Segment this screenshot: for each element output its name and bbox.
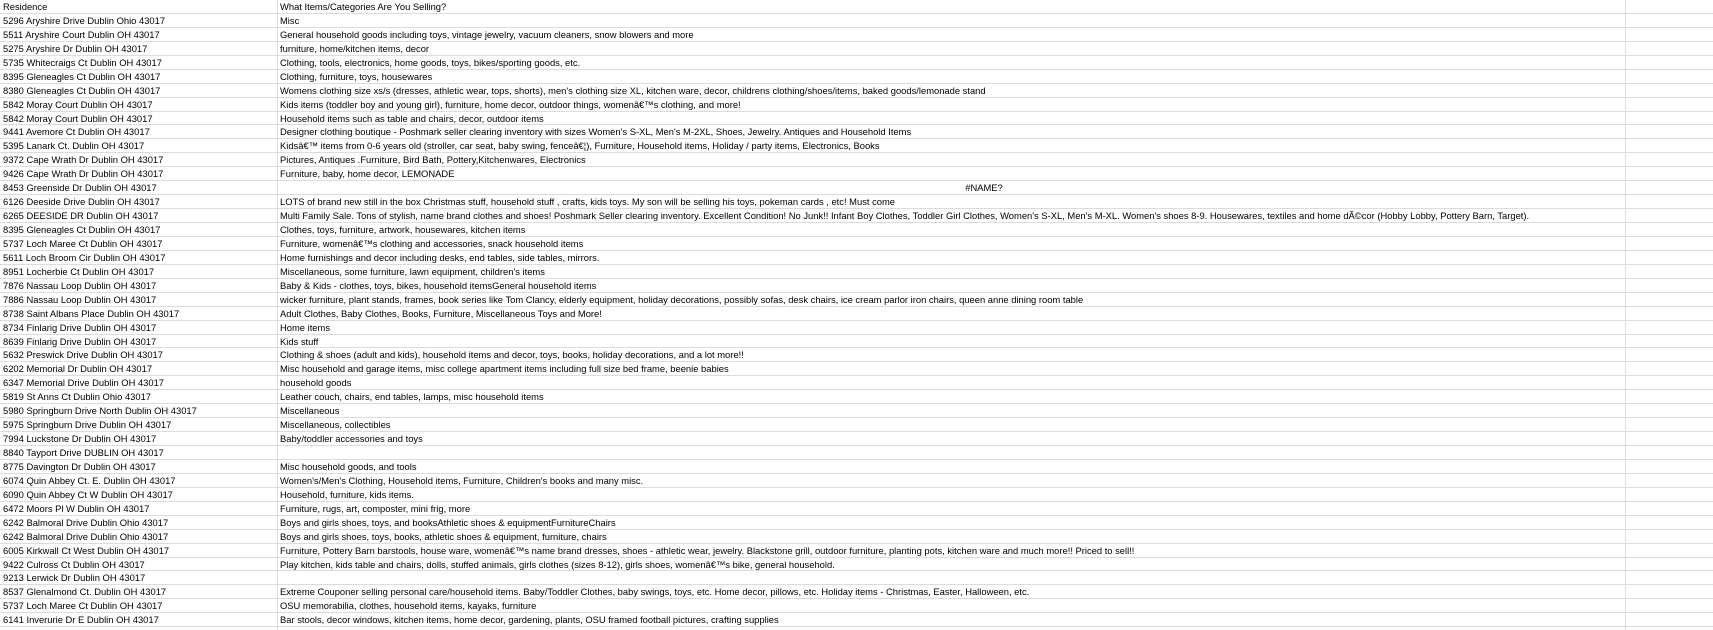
residence-cell[interactable]: 8639 Finlarig Drive Dublin OH 43017 — [3, 335, 157, 347]
items-cell[interactable]: Designer clothing boutique - Poshmark seller clearing inventory with sizes Women's S-XL, Men's M-2XL, Shoes, Jewelry. Antiques and Household Items — [280, 126, 912, 138]
table-row — [0, 14, 1713, 28]
items-cell[interactable]: Miscellaneous — [280, 405, 340, 417]
table-row — [0, 474, 1713, 488]
table-row — [0, 376, 1713, 390]
residence-cell[interactable]: 8453 Greenside Dr Dublin OH 43017 — [3, 182, 157, 194]
items-cell[interactable]: Household, furniture, kids items. — [280, 488, 414, 500]
items-cell[interactable]: Play kitchen, kids table and chairs, dolls, stuffed animals, girls clothes (sizes 8-12), girls shoes, womenâ€™s bike, general household. — [280, 558, 835, 570]
table-row — [0, 251, 1713, 265]
residence-cell[interactable]: 8775 Davington Dr Dublin OH 43017 — [3, 460, 156, 472]
items-cell[interactable]: Furniture, womenâ€™s clothing and accessories, snack household items — [280, 237, 584, 249]
table-row — [0, 195, 1713, 209]
table-row — [0, 585, 1713, 599]
residence-cell[interactable]: 6005 Kirkwall Ct West Dublin OH 43017 — [3, 544, 170, 556]
items-cell[interactable]: Baby/toddler accessories and toys — [280, 433, 423, 445]
residence-cell[interactable]: 5632 Preswick Drive Dublin OH 43017 — [3, 349, 163, 361]
table-row — [0, 167, 1713, 181]
residence-cell[interactable]: 6141 Inverurie Dr E Dublin OH 43017 — [3, 614, 159, 626]
items-cell[interactable]: Boys and girls shoes, toys, and booksAthletic shoes & equipmentFurnitureChairs — [280, 516, 616, 528]
residence-cell[interactable]: 5511 Aryshire Court Dublin OH 43017 — [3, 28, 160, 40]
table-row — [0, 265, 1713, 279]
header-cell-residence[interactable]: Residence — [3, 1, 48, 12]
table-row — [0, 348, 1713, 362]
table-row — [0, 502, 1713, 516]
table-row — [0, 390, 1713, 404]
header-row — [0, 0, 1713, 14]
items-cell[interactable]: LOTS of brand new still in the box Christmas stuff, household stuff , crafts, kids toys. My son will be selling his toys, pokeman cards , etc! Must come — [280, 196, 896, 208]
residence-cell[interactable]: 5975 Springburn Drive Dublin OH 43017 — [3, 419, 172, 431]
table-row — [0, 223, 1713, 237]
table-row — [0, 42, 1713, 56]
residence-cell[interactable]: 5819 St Anns Ct Dublin Ohio 43017 — [3, 391, 152, 403]
residence-cell[interactable]: 7876 Nassau Loop Dublin OH 43017 — [3, 279, 157, 291]
table-row — [0, 571, 1713, 585]
residence-cell[interactable]: 7886 Nassau Loop Dublin OH 43017 — [3, 293, 157, 305]
table-row — [0, 112, 1713, 126]
table-row — [0, 432, 1713, 446]
residence-cell[interactable]: 8395 Gleneagles Ct Dublin OH 43017 — [3, 224, 161, 235]
table-row — [0, 613, 1713, 627]
residence-cell[interactable]: 8840 Tayport Drive DUBLIN OH 43017 — [3, 447, 164, 458]
residence-cell[interactable]: 6090 Quin Abbey Ct W Dublin OH 43017 — [3, 488, 173, 500]
residence-cell[interactable]: 8734 Finlarig Drive Dublin OH 43017 — [3, 321, 157, 333]
items-cell[interactable]: Clothes, toys, furniture, artwork, housewares, kitchen items — [280, 224, 526, 235]
items-cell[interactable]: Furniture, rugs, art, composter, mini frig, more — [280, 502, 471, 514]
residence-cell[interactable]: 6126 Deeside Drive Dublin OH 43017 — [3, 196, 160, 208]
residence-cell[interactable]: 5737 Loch Maree Ct Dublin OH 43017 — [3, 237, 163, 249]
residence-cell[interactable]: 8951 Locherbie Ct Dublin OH 43017 — [3, 265, 155, 277]
residence-cell[interactable]: 5735 Whitecraigs Ct Dublin OH 43017 — [3, 56, 162, 68]
items-cell[interactable]: Home items — [280, 321, 331, 333]
items-cell[interactable]: Miscellaneous, collectibles — [280, 419, 391, 431]
items-cell[interactable]: Leather couch, chairs, end tables, lamps, misc household items — [280, 391, 544, 403]
residence-cell[interactable]: 5842 Moray Court Dublin OH 43017 — [3, 112, 153, 124]
table-row — [0, 446, 1713, 460]
items-cell[interactable]: Furniture, baby, home decor, LEMONADE — [280, 168, 455, 180]
residence-cell[interactable]: 6242 Balmoral Drive Dublin Ohio 43017 — [3, 516, 169, 528]
items-cell[interactable]: Miscellaneous, some furniture, lawn equipment, children's items — [280, 265, 545, 277]
residence-cell[interactable]: 6202 Memorial Dr Dublin OH 43017 — [3, 363, 153, 375]
table-row — [0, 544, 1713, 558]
residence-cell[interactable]: 5395 Lanark Ct. Dublin OH 43017 — [3, 140, 145, 152]
residence-cell[interactable]: 7994 Luckstone Dr Dublin OH 43017 — [3, 433, 157, 445]
table-row — [0, 530, 1713, 544]
table-row — [0, 516, 1713, 530]
residence-cell[interactable]: 5296 Aryshire Drive Dublin Ohio 43017 — [3, 14, 166, 26]
residence-cell[interactable]: 5980 Springburn Drive North Dublin OH 43017 — [3, 405, 197, 417]
table-row — [0, 56, 1713, 70]
table-row — [0, 84, 1713, 98]
items-cell[interactable]: Extreme Couponer selling personal care/household items. Baby/Toddler Clothes, baby swings, toys, etc. Home decor, pillows, etc. Holiday items - Christmas, Easter, Halloween, etc. — [280, 586, 1030, 598]
table-row — [0, 362, 1713, 376]
residence-cell[interactable]: 6347 Memorial Drive Dublin OH 43017 — [3, 377, 165, 389]
table-row — [0, 321, 1713, 335]
residence-cell[interactable]: 5737 Loch Maree Ct Dublin OH 43017 — [3, 600, 163, 612]
residence-cell[interactable]: 8537 Glenalmond Ct. Dublin OH 43017 — [3, 586, 167, 598]
items-cell[interactable] — [280, 571, 1680, 584]
table-row — [0, 558, 1713, 572]
table-row — [0, 279, 1713, 293]
table-row — [0, 98, 1713, 112]
table-row — [0, 139, 1713, 153]
table-row — [0, 153, 1713, 167]
residence-cell[interactable]: 5842 Moray Court Dublin OH 43017 — [3, 98, 153, 110]
items-cell[interactable]: Clothing & shoes (adult and kids), household items and decor, toys, books, holiday decorations, and a lot more!! — [280, 349, 744, 361]
residence-cell[interactable]: 6242 Balmoral Drive Dublin Ohio 43017 — [3, 530, 169, 542]
data-rows — [0, 14, 1713, 627]
residence-cell[interactable]: 9422 Culross Ct Dublin OH 43017 — [3, 558, 145, 570]
items-cell[interactable]: household goods — [280, 377, 352, 389]
residence-cell[interactable]: 9213 Lerwick Dr Dublin OH 43017 — [3, 572, 146, 584]
residence-cell[interactable]: 6074 Quin Abbey Ct. E. Dublin OH 43017 — [3, 474, 176, 486]
table-row — [0, 599, 1713, 613]
table-row — [0, 307, 1713, 321]
table-row — [0, 28, 1713, 42]
table-row — [0, 293, 1713, 307]
residence-cell[interactable]: 9372 Cape Wrath Dr Dublin OH 43017 — [3, 154, 164, 166]
items-cell[interactable]: Misc household goods, and tools — [280, 460, 417, 472]
table-row — [0, 70, 1713, 84]
residence-cell[interactable]: 6472 Moors Pl W Dublin OH 43017 — [3, 502, 150, 514]
error-cell[interactable]: #NAME? — [965, 182, 1003, 194]
items-cell[interactable]: furniture, home/kitchen items, decor — [280, 42, 430, 54]
residence-cell[interactable]: 8395 Gleneagles Ct Dublin OH 43017 — [3, 70, 161, 82]
residence-cell[interactable]: 5611 Loch Broom Cir Dublin OH 43017 — [3, 251, 166, 263]
residence-cell[interactable]: 8738 Saint Albans Place Dublin OH 43017 — [3, 307, 180, 319]
items-cell[interactable]: Bar stools, decor windows, kitchen items, home decor, gardening, plants, OSU framed football pictures, crafting supplies — [280, 614, 779, 626]
table-row — [0, 418, 1713, 432]
header-cell-items[interactable]: What Items/Categories Are You Selling? — [280, 1, 447, 12]
residence-cell[interactable]: 9426 Cape Wrath Dr Dublin OH 43017 — [3, 168, 164, 180]
table-row — [0, 125, 1713, 139]
items-cell[interactable]: Womens clothing size xs/s (dresses, athletic wear, tops, shorts), men's clothing size XL, kitchen ware, decor, childrens clothing/shoes/items, baked goods/lemonade stand — [280, 84, 986, 96]
items-cell[interactable]: OSU memorabilia, clothes, household items, kayaks, furniture — [280, 600, 537, 612]
table-row — [0, 335, 1713, 349]
items-cell[interactable]: Furniture, Pottery Barn barstools, house ware, womenâ€™s name brand dresses, shoes - athletic wear, jewelry. Blackstone grill, outdoor furniture, planting pots, kitchen ware and much more!! Priced to sell!! — [280, 544, 1135, 556]
items-cell[interactable]: Misc household and garage items, misc college apartment items including full size bed frame, beenie babies — [280, 363, 729, 375]
items-cell[interactable]: Women's/Men's Clothing, Household items, Furniture, Children's books and many misc. — [280, 474, 644, 486]
items-cell[interactable]: Home furnishings and decor including desks, end tables, side tables, mirrors. — [280, 251, 600, 263]
items-cell[interactable]: Kidsâ€™ items from 0-6 years old (stroller, car seat, baby swing, fenceâ€¦), Furniture, Household items, Holiday / party items, Electronics, Books — [280, 140, 880, 152]
table-row — [0, 181, 1713, 195]
table-row — [0, 209, 1713, 223]
residence-cell[interactable]: 6265 DEESIDE DR Dublin OH 43017 — [3, 210, 159, 222]
items-cell[interactable]: Clothing, tools, electronics, home goods, toys, bikes/sporting goods, etc. — [280, 56, 581, 68]
items-cell[interactable]: Kids items (toddler boy and young girl), furniture, home decor, outdoor things, womenâ€™s clothing, and more! — [280, 98, 741, 110]
table-row — [0, 404, 1713, 418]
residence-cell[interactable]: 5275 Aryshire Dr Dublin OH 43017 — [3, 42, 148, 54]
items-cell[interactable]: General household goods including toys, vintage jewelry, vacuum cleaners, snow blowers and more — [280, 28, 694, 40]
residence-cell[interactable]: 9441 Avemore Ct Dublin OH 43017 — [3, 126, 150, 138]
items-cell[interactable]: Kids stuff — [280, 335, 319, 347]
table-row — [0, 460, 1713, 474]
items-cell[interactable]: wicker furniture, plant stands, frames, book series like Tom Clancy, elderly equipment, holiday decorations, possibly sofas, desk chairs, ice cream parlor iron chairs, queen anne dining room table — [280, 293, 1084, 305]
table-row — [0, 237, 1713, 251]
items-cell[interactable]: Clothing, furniture, toys, housewares — [280, 70, 433, 82]
items-cell[interactable]: Boys and girls shoes, toys, books, athletic shoes & equipment, furniture, chairs — [280, 530, 607, 542]
items-cell[interactable]: Pictures, Antiques .Furniture, Bird Bath, Pottery,Kitchenwares, Electronics — [280, 154, 586, 166]
items-cell[interactable]: Multi Family Sale. Tons of stylish, name brand clothes and shoes! Poshmark Seller clearing inventory. Excellent Condition! No Junk!! Infant Boy Clothes, Toddler Girl Clothes, Women's S-XL, Men's M-XL. Women's shoes 8-9. Housewares, textiles and home dÃ©cor (Hobby Lobby, Pottery Barn, Target). — [280, 210, 1530, 222]
residence-cell[interactable]: 8380 Gleneagles Ct Dublin OH 43017 — [3, 84, 161, 96]
table-row — [0, 488, 1713, 502]
items-cell[interactable] — [280, 446, 1680, 459]
items-cell[interactable]: Household items such as table and chairs, decor, outdoor items — [280, 112, 544, 124]
items-cell[interactable]: Adult Clothes, Baby Clothes, Books, Furniture, Miscellaneous Toys and More! — [280, 307, 602, 319]
items-cell[interactable]: Misc — [280, 14, 300, 26]
items-cell[interactable]: Baby & Kids - clothes, toys, bikes, household itemsGeneral household items — [280, 279, 597, 291]
